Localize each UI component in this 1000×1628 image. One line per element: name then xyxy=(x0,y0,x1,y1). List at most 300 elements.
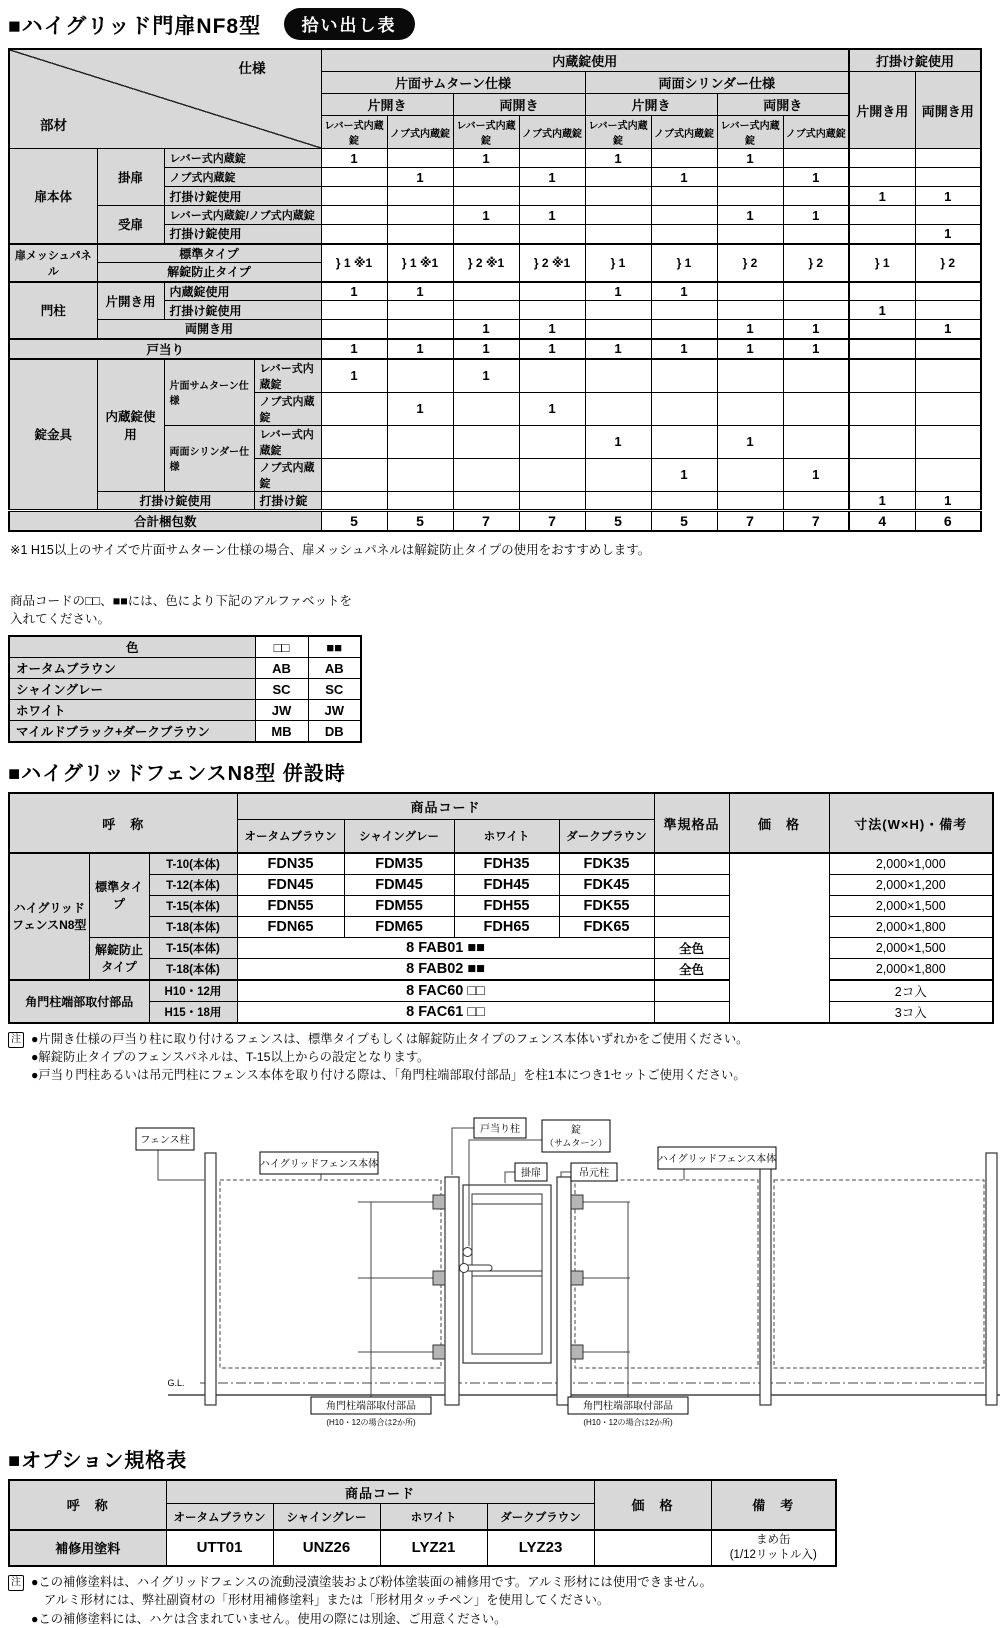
row-size: T-15(本体) xyxy=(149,937,237,958)
total-cell: 5 xyxy=(321,510,387,531)
corner-cell xyxy=(9,49,321,149)
count-cell xyxy=(717,359,783,393)
corner-part-label: 角門柱端部取付部品 xyxy=(583,1400,673,1412)
color-code-note-line1: 商品コードの□□、■■には、色により下記のアルファベットを xyxy=(10,593,352,608)
count-cell: 1 xyxy=(519,206,585,225)
row-label: 打掛け錠使用 xyxy=(164,301,321,320)
count-cell xyxy=(519,359,585,393)
row-group-corner-part: 角門柱端部取付部品 xyxy=(9,980,149,1023)
note-icon: 注 xyxy=(8,1575,24,1591)
product-code: FDM35 xyxy=(344,853,454,874)
col-single: 片開き xyxy=(585,94,717,116)
note-line: ●この補修塗料には、ハケは含まれていません。使用の際には別途、ご用意ください。 xyxy=(31,1611,507,1626)
count-cell xyxy=(717,392,783,425)
black-squares-icon: ■■ xyxy=(308,636,361,658)
count-cell: 1 xyxy=(387,168,453,187)
col-lock-type: ノブ式内蔵錠 xyxy=(783,116,849,149)
product-code: FDN55 xyxy=(237,895,344,916)
count-cell xyxy=(783,149,849,168)
hinge-post-label: 吊元柱 xyxy=(579,1167,609,1179)
product-code: FDK35 xyxy=(559,853,654,874)
color-code: SC xyxy=(255,679,308,700)
count-cell xyxy=(453,225,519,244)
options-notes xyxy=(8,1573,992,1628)
count-cell xyxy=(651,225,717,244)
table-row xyxy=(9,895,993,916)
note-line: ●解錠防止タイプのフェンスパネルは、T-15以上からの設定となります。 xyxy=(31,1049,430,1064)
count-cell: 1 xyxy=(321,339,387,359)
count-cell xyxy=(915,359,981,393)
door-label: 掛扉 xyxy=(521,1167,541,1179)
count-cell: } 2 ※1 xyxy=(519,244,585,282)
count-cell: 1 xyxy=(321,149,387,168)
count-cell xyxy=(453,425,519,458)
color-code-table xyxy=(8,635,362,743)
count-cell xyxy=(321,206,387,225)
col-color: オータムブラウン xyxy=(166,1504,273,1530)
col-color: ホワイト xyxy=(454,819,559,853)
count-cell xyxy=(849,425,915,458)
count-cell: 1 xyxy=(915,491,981,510)
col-double: 両開き xyxy=(453,94,585,116)
page-title: ■ハイグリッド門扉NF8型 xyxy=(8,15,262,38)
leader-line xyxy=(505,1172,515,1183)
fence-notes xyxy=(8,1030,992,1085)
count-cell xyxy=(717,491,783,510)
count-cell xyxy=(387,491,453,510)
product-code: 8 FAC60 □□ xyxy=(237,980,654,1002)
count-cell xyxy=(849,339,915,359)
row-repair-paint: 補修用塗料 xyxy=(9,1530,166,1566)
corner-part-label: 部材 xyxy=(40,118,67,133)
product-code: FDK55 xyxy=(559,895,654,916)
group-builtin-lock: 内蔵錠使用 xyxy=(321,49,849,72)
row-type-antiunlock: 解錠防止タイプ xyxy=(89,937,149,980)
price-cell xyxy=(594,1530,711,1566)
product-code: 8 FAB01 ■■ xyxy=(237,937,654,958)
row-label: 標準タイプ xyxy=(97,244,321,263)
col-color: オータムブラウン xyxy=(237,819,344,853)
count-cell xyxy=(849,225,915,244)
count-cell: 1 xyxy=(321,282,387,301)
fence-panel-far-right xyxy=(774,1180,984,1368)
count-cell xyxy=(915,339,981,359)
color-code: SC xyxy=(308,679,361,700)
count-cell: } 1 xyxy=(849,244,915,282)
count-cell xyxy=(585,491,651,510)
leader-line xyxy=(158,1150,204,1180)
count-cell xyxy=(453,491,519,510)
count-cell: 1 xyxy=(453,359,519,393)
count-cell: 1 xyxy=(849,187,915,206)
table-row xyxy=(9,700,361,721)
count-cell xyxy=(783,301,849,320)
table-row xyxy=(9,916,993,937)
total-cell: 7 xyxy=(453,510,519,531)
col-lock-type: レバー式内蔵錠 xyxy=(585,116,651,149)
row-label: 打掛け錠使用 xyxy=(164,187,321,206)
count-cell xyxy=(651,392,717,425)
door-stop-label: 戸当り柱 xyxy=(480,1123,520,1135)
table-row xyxy=(9,721,361,743)
gate-fence-drawing xyxy=(8,1095,1000,1430)
count-cell xyxy=(849,206,915,225)
count-cell xyxy=(783,425,849,458)
col-single-swing: 片開き用 xyxy=(849,72,915,149)
row-label: 解錠防止タイプ xyxy=(97,263,321,282)
color-code-note xyxy=(10,592,992,630)
product-code: FDH55 xyxy=(454,895,559,916)
count-cell xyxy=(585,168,651,187)
count-cell: } 1 ※1 xyxy=(321,244,387,282)
count-cell: 1 xyxy=(717,425,783,458)
count-cell xyxy=(783,392,849,425)
subgroup-thumbturn: 片面サムターン仕様 xyxy=(321,72,585,94)
count-cell xyxy=(453,301,519,320)
row-size: T-10(本体) xyxy=(149,853,237,874)
dimensions-cell: 2コ入 xyxy=(829,980,993,1002)
count-cell xyxy=(651,425,717,458)
count-cell: 1 xyxy=(783,320,849,339)
bracket-icon xyxy=(433,1345,445,1359)
count-cell xyxy=(387,206,453,225)
color-code: MB xyxy=(255,721,308,743)
count-cell xyxy=(783,187,849,206)
dimensions-cell: 2,000×1,800 xyxy=(829,916,993,937)
count-cell xyxy=(519,225,585,244)
count-cell: 1 xyxy=(453,206,519,225)
count-cell xyxy=(651,301,717,320)
count-cell xyxy=(717,301,783,320)
count-cell: 1 xyxy=(321,359,387,393)
count-cell xyxy=(453,392,519,425)
total-cell: 5 xyxy=(651,510,717,531)
count-cell: 1 xyxy=(783,339,849,359)
count-cell: } 2 ※1 xyxy=(453,244,519,282)
note-line: ●片開き仕様の戸当り柱に取り付けるフェンスは、標準タイプもしくは解錠防止タイプのフェンス本体いずれかをご使用ください。 xyxy=(31,1031,749,1046)
row-type-standard: 標準タイプ xyxy=(89,853,149,937)
color-name: オータムブラウン xyxy=(9,658,255,679)
product-code: 8 FAB02 ■■ xyxy=(237,958,654,980)
color-code: AB xyxy=(308,658,361,679)
bracket-icon xyxy=(571,1345,583,1359)
product-code: UTT01 xyxy=(166,1530,273,1566)
count-cell: 1 xyxy=(519,392,585,425)
corner-spec-label: 仕様 xyxy=(238,61,266,76)
count-cell xyxy=(651,491,717,510)
count-cell xyxy=(519,301,585,320)
count-cell xyxy=(585,206,651,225)
section2-title: ■ハイグリッドフェンスN8型 併設時 xyxy=(8,763,346,785)
count-cell: } 1 ※1 xyxy=(387,244,453,282)
col-lock-type: レバー式内蔵錠 xyxy=(321,116,387,149)
fence-post-right xyxy=(760,1153,771,1405)
row-door-body: 扉本体 xyxy=(9,149,97,244)
total-cell: 7 xyxy=(717,510,783,531)
note-line: アルミ形材には、弊社副資材の「形材用補修塗料」または「形材用タッチペン」を使用してください。 xyxy=(44,1593,610,1608)
row-size: T-12(本体) xyxy=(149,874,237,895)
col-single: 片開き xyxy=(321,94,453,116)
color-header: 色 xyxy=(9,636,255,658)
col-lock-type: ノブ式内蔵錠 xyxy=(387,116,453,149)
group-latch-lock: 打掛け錠使用 xyxy=(849,49,981,72)
col-color: シャイングレー xyxy=(344,819,454,853)
row-label: ノブ式内蔵錠 xyxy=(164,168,321,187)
table-row xyxy=(9,339,981,359)
semi-standard-cell xyxy=(654,874,729,895)
count-cell: 1 xyxy=(915,225,981,244)
note-line: ●この補修塗料は、ハイグリッドフェンスの流動浸漬塗装および粉体塗装面の補修用です。アルミ形材には使用できません。 xyxy=(31,1574,712,1589)
count-cell xyxy=(453,458,519,491)
count-cell xyxy=(915,392,981,425)
count-cell xyxy=(651,206,717,225)
semi-standard-cell: 全色 xyxy=(654,958,729,980)
product-code: FDN35 xyxy=(237,853,344,874)
table-row xyxy=(9,679,361,700)
table-row xyxy=(9,149,981,168)
count-cell xyxy=(849,320,915,339)
count-cell xyxy=(915,282,981,301)
corner-part-sublabel: (H10・12の場合は2か所) xyxy=(583,1417,673,1427)
row-mesh-panel: 扉メッシュパネル xyxy=(9,244,97,282)
count-cell xyxy=(585,320,651,339)
corner-part-sublabel: (H10・12の場合は2か所) xyxy=(326,1417,416,1427)
count-cell: 1 xyxy=(717,320,783,339)
col-double: 両開き xyxy=(717,94,849,116)
count-cell: 1 xyxy=(519,320,585,339)
count-cell xyxy=(321,301,387,320)
fence-body-label: ハイグリッドフェンス本体 xyxy=(657,1153,777,1165)
dimensions-cell: 2,000×1,000 xyxy=(829,853,993,874)
leader-line xyxy=(561,1172,571,1177)
pickup-badge: 拾い出し表 xyxy=(284,8,415,40)
count-cell xyxy=(915,425,981,458)
lock-label-line1: 錠 xyxy=(571,1124,581,1136)
count-cell xyxy=(585,392,651,425)
count-cell xyxy=(849,149,915,168)
row-label: 打掛け錠 xyxy=(254,491,321,510)
product-code: LYZ23 xyxy=(487,1530,594,1566)
group-label-line2: フェンスN8型 xyxy=(12,918,87,933)
count-cell xyxy=(783,491,849,510)
count-cell: 1 xyxy=(519,168,585,187)
product-code: FDM55 xyxy=(344,895,454,916)
count-cell xyxy=(717,187,783,206)
count-cell xyxy=(453,282,519,301)
count-cell: } 2 xyxy=(915,244,981,282)
table-row xyxy=(9,853,993,874)
dimensions-cell: 2,000×1,800 xyxy=(829,958,993,980)
product-code: FDN65 xyxy=(237,916,344,937)
product-code: UNZ26 xyxy=(273,1530,380,1566)
lock-label-line2: （サムターン） xyxy=(544,1137,608,1148)
row-label: 両面シリンダー仕様 xyxy=(164,425,254,491)
note-lines xyxy=(31,1573,712,1628)
row-group-fence xyxy=(9,853,89,980)
hinge-post xyxy=(557,1177,571,1405)
total-cell: 6 xyxy=(915,510,981,531)
count-cell: 1 xyxy=(651,282,717,301)
color-code: AB xyxy=(255,658,308,679)
row-label: レバー式内蔵錠 xyxy=(254,359,321,393)
count-cell xyxy=(783,359,849,393)
count-cell xyxy=(849,359,915,393)
count-cell: 1 xyxy=(915,320,981,339)
row-lock-hardware: 錠金具 xyxy=(9,359,97,511)
count-cell xyxy=(321,458,387,491)
product-code: FDN45 xyxy=(237,874,344,895)
count-cell: 1 xyxy=(453,339,519,359)
table-row xyxy=(9,980,993,1002)
product-code: FDH65 xyxy=(454,916,559,937)
note-line: ●戸当り門柱あるいは吊元門柱にフェンス本体を取り付ける際は、「角門柱端部取付部品」を柱1本につき1セットご使用ください。 xyxy=(31,1068,746,1083)
row-size: H10・12用 xyxy=(149,980,237,1002)
door-handle-base xyxy=(460,1263,469,1272)
count-cell xyxy=(651,359,717,393)
semi-standard-cell xyxy=(654,853,729,874)
count-cell: 1 xyxy=(585,425,651,458)
col-lock-type: ノブ式内蔵錠 xyxy=(519,116,585,149)
count-cell xyxy=(585,359,651,393)
count-cell: } 1 xyxy=(585,244,651,282)
fence-body-label: ハイグリッドフェンス本体 xyxy=(259,1158,379,1170)
count-cell xyxy=(519,149,585,168)
count-cell xyxy=(453,187,519,206)
count-cell xyxy=(453,168,519,187)
count-cell xyxy=(585,187,651,206)
count-cell xyxy=(717,282,783,301)
count-cell xyxy=(849,168,915,187)
count-cell: } 2 xyxy=(783,244,849,282)
count-cell: } 2 xyxy=(717,244,783,282)
count-cell: 1 xyxy=(387,282,453,301)
fence-post-far-right xyxy=(986,1153,997,1405)
product-code: FDK45 xyxy=(559,874,654,895)
dimensions-cell: 3コ入 xyxy=(829,1001,993,1023)
count-cell xyxy=(915,168,981,187)
row-label: レバー式内蔵錠 xyxy=(164,149,321,168)
count-cell xyxy=(717,458,783,491)
row-label: 打掛け錠使用 xyxy=(164,225,321,244)
col-name: 呼 称 xyxy=(9,1480,166,1530)
row-gate-pillar: 門柱 xyxy=(9,282,97,339)
total-cell: 7 xyxy=(783,510,849,531)
col-lock-type: ノブ式内蔵錠 xyxy=(651,116,717,149)
count-cell: 1 xyxy=(453,320,519,339)
row-size: H15・18用 xyxy=(149,1001,237,1023)
group-label-line1: ハイグリッド xyxy=(13,901,85,916)
count-cell xyxy=(783,225,849,244)
count-cell xyxy=(915,149,981,168)
count-cell xyxy=(387,359,453,393)
gl-label: G.L. xyxy=(167,1377,185,1388)
table-row xyxy=(9,359,981,393)
product-code: FDH35 xyxy=(454,853,559,874)
count-cell xyxy=(783,282,849,301)
total-cell: 5 xyxy=(387,510,453,531)
bracket-icon xyxy=(571,1195,583,1209)
count-cell xyxy=(519,187,585,206)
semi-standard-cell: 全色 xyxy=(654,937,729,958)
note-icon: 注 xyxy=(8,1032,24,1048)
row-label: 内蔵錠使用 xyxy=(97,359,164,492)
count-cell xyxy=(717,168,783,187)
product-code: FDK65 xyxy=(559,916,654,937)
table-row xyxy=(9,244,981,263)
total-cell: 4 xyxy=(849,510,915,531)
count-cell xyxy=(585,458,651,491)
count-cell: 1 xyxy=(717,339,783,359)
count-cell: 1 xyxy=(915,187,981,206)
count-cell: 1 xyxy=(651,458,717,491)
row-door-stopper: 戸当り xyxy=(9,339,321,359)
count-cell xyxy=(387,320,453,339)
col-dimensions: 寸法(W×H)・備考 xyxy=(829,793,993,853)
count-cell: 1 xyxy=(585,282,651,301)
count-cell xyxy=(321,168,387,187)
row-size: T-18(本体) xyxy=(149,958,237,980)
row-label: 片開き用 xyxy=(97,282,164,320)
product-code: 8 FAC61 □□ xyxy=(237,1001,654,1023)
count-cell xyxy=(585,225,651,244)
row-label: 内蔵錠使用 xyxy=(164,282,321,301)
col-product-code: 商品コード xyxy=(237,793,654,819)
subgroup-cylinder: 両面シリンダー仕様 xyxy=(585,72,849,94)
table-row xyxy=(9,658,361,679)
count-cell xyxy=(387,187,453,206)
row-label: 片面サムターン仕様 xyxy=(164,359,254,426)
white-squares-icon: □□ xyxy=(255,636,308,658)
count-cell xyxy=(321,392,387,425)
count-cell: 1 xyxy=(585,339,651,359)
product-code: FDH45 xyxy=(454,874,559,895)
total-row xyxy=(9,510,981,531)
bracket-icon xyxy=(433,1195,445,1209)
fence-table xyxy=(8,792,994,1024)
count-cell xyxy=(321,491,387,510)
table-row xyxy=(9,491,981,510)
dimensions-cell: 2,000×1,200 xyxy=(829,874,993,895)
count-cell xyxy=(849,458,915,491)
count-cell: 1 xyxy=(387,392,453,425)
count-cell xyxy=(651,320,717,339)
fence-post-left xyxy=(205,1153,216,1405)
count-cell xyxy=(387,425,453,458)
table-row xyxy=(9,958,993,980)
count-cell xyxy=(321,425,387,458)
col-remarks: 備 考 xyxy=(711,1480,836,1530)
count-cell xyxy=(915,301,981,320)
count-cell: 1 xyxy=(453,149,519,168)
fence-panel-left xyxy=(220,1180,441,1368)
row-label: 打掛け錠使用 xyxy=(97,491,254,510)
leader-line xyxy=(452,1128,474,1175)
table-row xyxy=(9,636,361,658)
total-cell: 7 xyxy=(519,510,585,531)
row-hanging-door: 掛扉 xyxy=(97,149,164,206)
col-semi-standard: 準規格品 xyxy=(654,793,729,853)
bracket-icon xyxy=(433,1271,445,1285)
semi-standard-cell xyxy=(654,1001,729,1023)
count-cell xyxy=(915,206,981,225)
remark-line2: (1/12リットル入) xyxy=(729,1548,817,1561)
color-code-note-line2: 入れてください。 xyxy=(10,612,111,627)
remark-line1: まめ缶 xyxy=(756,1533,791,1546)
price-cell xyxy=(729,853,829,1023)
col-name: 呼 称 xyxy=(9,793,237,853)
row-label: レバー式内蔵錠/ノブ式内蔵錠 xyxy=(164,206,321,225)
count-cell xyxy=(519,491,585,510)
